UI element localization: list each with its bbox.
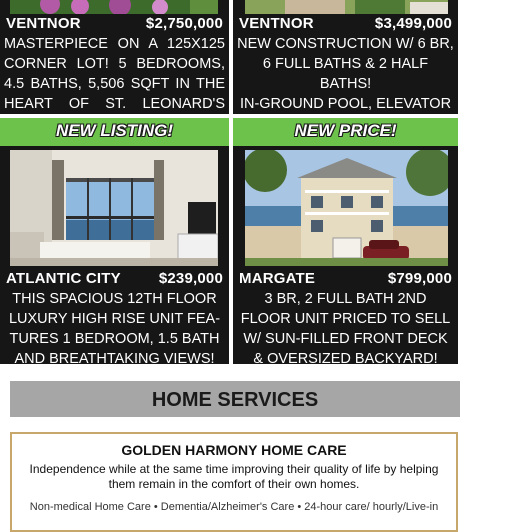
description-line: 3 BR, 2 FULL BATH 2ND xyxy=(264,291,427,307)
business-description: Independence while at the same time improving their quality of life by helping them remain in the comfort of their own homes. xyxy=(29,462,439,491)
description-line: LUXURY HIGH RISE UNIT FEA- xyxy=(8,311,221,327)
description-line: IN-GROUND POOL, ELEVATOR xyxy=(239,96,452,112)
services-list: Non-medical Home Care • Dementia/Alzheimer's Care • 24-hour care/ hourly/Live-in xyxy=(29,501,439,513)
listing-header xyxy=(0,270,229,287)
listing-atlantic-city-239000[interactable] xyxy=(0,146,229,364)
listing-price: $239,000 xyxy=(158,270,223,287)
description-line: NEW CONSTRUCTION W/ 6 BR, xyxy=(237,36,454,52)
golden-harmony-ad[interactable] xyxy=(10,432,458,532)
new-price-banner: NEW PRICE! xyxy=(233,118,458,146)
listing-photo xyxy=(245,0,448,14)
listing-town: ATLANTIC CITY xyxy=(6,270,121,287)
description-line: MASTERPIECE ON A 125X125 xyxy=(4,36,225,52)
listing-town: MARGATE xyxy=(239,270,316,287)
listing-description xyxy=(233,289,458,364)
listing-header xyxy=(233,270,458,287)
listing-description xyxy=(233,34,458,114)
description-line: FLOOR UNIT PRICED TO SELL xyxy=(240,311,451,327)
listing-photo xyxy=(10,0,218,14)
description-line: & OVERSIZED BACKYARD! xyxy=(253,351,438,364)
description-line: CORNER LOT! 5 BEDROOMS, xyxy=(4,56,225,72)
new-listing-banner: NEW LISTING! xyxy=(0,118,229,146)
listing-price: $3,499,000 xyxy=(374,15,452,32)
listing-header xyxy=(233,15,458,32)
listing-description xyxy=(0,34,229,114)
listing-description xyxy=(0,289,229,364)
home-services-heading: HOME SERVICES xyxy=(10,381,460,417)
listing-town: VENTNOR xyxy=(6,15,81,32)
listing-margate-799000[interactable] xyxy=(233,146,458,364)
description-line: HEART OF ST. LEONARD'S xyxy=(4,96,225,112)
description-line: W/ SUN-FILLED FRONT DECK xyxy=(243,331,448,347)
listing-town: VENTNOR xyxy=(239,15,314,32)
listing-price: $2,750,000 xyxy=(145,15,223,32)
description-line: TURES 1 BEDROOM, 1.5 BATH xyxy=(9,331,220,347)
description-line: AND BREATHTAKING VIEWS! xyxy=(14,351,215,364)
description-line: 4.5 BATHS, 5,506 SQFT IN THE xyxy=(4,76,225,92)
listing-photo xyxy=(245,150,448,266)
description-line: 6 FULL BATHS & 2 HALF BATHS! xyxy=(262,56,429,92)
listing-ventnor-3499000[interactable] xyxy=(233,0,458,114)
business-name: GOLDEN HARMONY HOME CARE xyxy=(121,442,347,458)
listing-price: $799,000 xyxy=(387,270,452,287)
description-line: THIS SPACIOUS 12TH FLOOR xyxy=(12,291,217,307)
listing-header xyxy=(0,15,229,32)
listing-photo xyxy=(10,150,218,266)
listing-ventnor-2750000[interactable] xyxy=(0,0,229,114)
